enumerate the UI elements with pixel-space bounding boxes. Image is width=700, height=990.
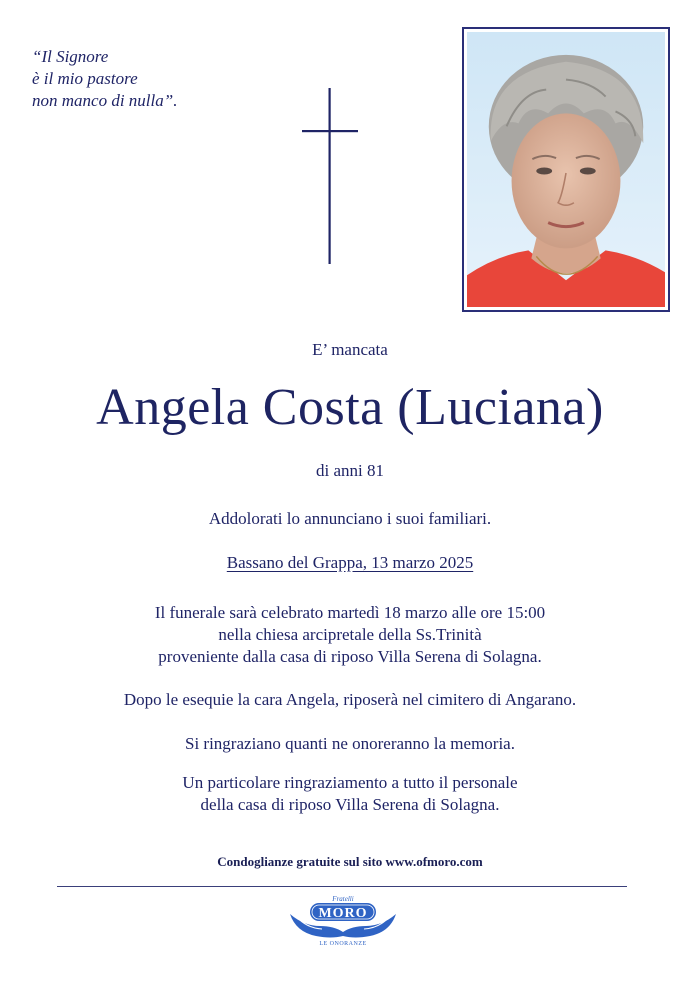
burial-text: Dopo le esequie la cara Angela, riposerà nel cimitero di Angarano. (123, 690, 577, 709)
moro-logo (286, 892, 400, 948)
funeral-line-2: nella chiesa arcipretale della Ss.Trinità (218, 625, 482, 644)
portrait-frame (462, 27, 670, 312)
portrait-photo (467, 32, 665, 307)
staff-thanks-line-1: Un particolare ringraziamento a tutto il personale (182, 773, 518, 792)
logo-top-text: Fratelli (332, 895, 354, 903)
funeral-line-3: proveniente dalla casa di riposo Villa Serena di Solagna. (158, 647, 542, 666)
funeral-line-1: Il funerale sarà celebrato martedì 18 marzo alle ore 15:00 (154, 603, 546, 622)
condolences-link-text: Condoglianze gratuite sul sito www.ofmoro.com (217, 854, 483, 869)
staff-thanks (0, 772, 700, 816)
staff-thanks-line-2: della casa di riposo Villa Serena di Solagna. (200, 795, 500, 814)
footer-divider (57, 886, 627, 887)
thanks-text: Si ringraziano quanti ne onoreranno la memoria. (185, 734, 515, 753)
place-date (0, 553, 700, 573)
intro-text: E’ mancata (312, 340, 388, 359)
cross-icon (302, 88, 358, 264)
family-notice: Addolorati lo annunciano i suoi familiari. (208, 509, 492, 528)
deceased-name: Angela Costa (Luciana) (96, 379, 604, 436)
psalm-quote (32, 46, 177, 112)
deceased-age: di anni 81 (316, 461, 384, 480)
quote-line-1: “Il Signore (32, 47, 109, 66)
logo-bottom-text: LE ONORANZE (319, 941, 367, 947)
quote-line-3: non manco di nulla”. (32, 91, 178, 110)
quote-line-2: è il mio pastore (32, 69, 138, 88)
funeral-details (0, 602, 700, 668)
place-date-text: Bassano del Grappa, 13 marzo 2025 (226, 553, 474, 572)
logo-brand-text: MORO (318, 906, 368, 921)
